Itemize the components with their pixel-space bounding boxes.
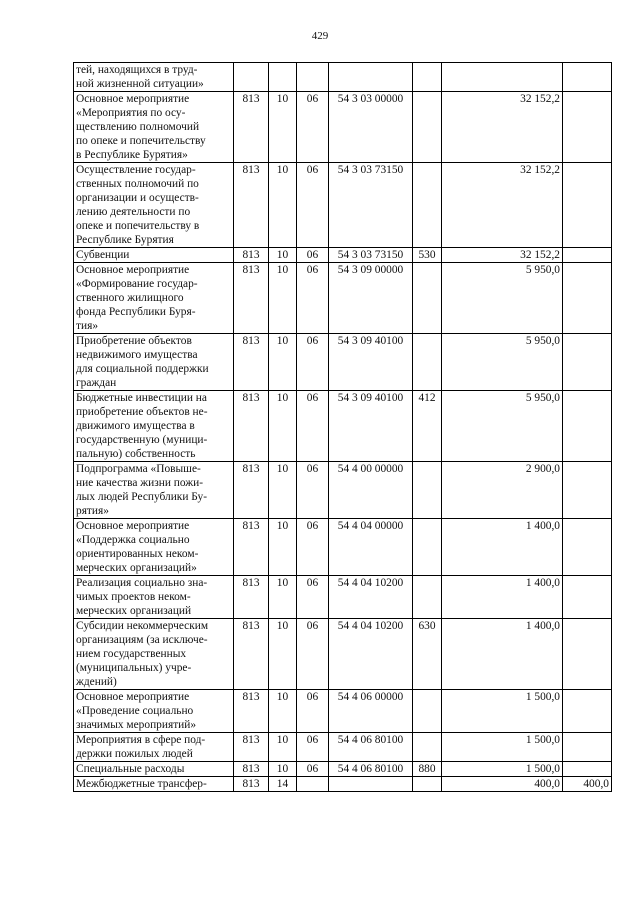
subsection-code: 06 <box>297 733 329 762</box>
expense-type-code <box>413 733 442 762</box>
table-row <box>74 733 612 762</box>
section-code: 10 <box>269 92 297 163</box>
amount: 5 950,0 <box>442 263 563 334</box>
subsection-code <box>297 777 329 792</box>
target-article-code: 54 4 06 80100 <box>329 733 413 762</box>
expense-type-code <box>413 263 442 334</box>
row-name: Субсидии некоммерческим организациям (за исключе- нием государственных (муниципальных) учре- ждений) <box>74 619 234 690</box>
subsection-code: 06 <box>297 576 329 619</box>
expense-type-code <box>413 462 442 519</box>
amount-extra: 400,0 <box>563 777 612 792</box>
section-code: 10 <box>269 334 297 391</box>
amount-extra <box>563 733 612 762</box>
ministry-code: 813 <box>234 391 269 462</box>
expense-type-code <box>413 576 442 619</box>
table-row <box>74 619 612 690</box>
amount: 32 152,2 <box>442 163 563 248</box>
expense-type-code <box>413 92 442 163</box>
expense-type-code <box>413 334 442 391</box>
row-name: Осуществление государ- ственных полномочий по организации и осуществ- лению деятельности по опеке и попечительству в Республике Бурятия <box>74 163 234 248</box>
amount-extra <box>563 263 612 334</box>
table-row <box>74 462 612 519</box>
table-body <box>74 63 612 792</box>
target-article-code: 54 3 03 00000 <box>329 92 413 163</box>
expense-type-code <box>413 777 442 792</box>
amount: 1 500,0 <box>442 762 563 777</box>
section-code: 10 <box>269 391 297 462</box>
amount-extra <box>563 619 612 690</box>
amount: 1 500,0 <box>442 733 563 762</box>
table-row <box>74 762 612 777</box>
target-article-code: 54 4 04 10200 <box>329 576 413 619</box>
amount: 400,0 <box>442 777 563 792</box>
section-code: 10 <box>269 762 297 777</box>
row-name: Мероприятия в сфере под- держки пожилых людей <box>74 733 234 762</box>
ministry-code <box>234 63 269 92</box>
target-article-code: 54 4 06 80100 <box>329 762 413 777</box>
amount: 1 400,0 <box>442 576 563 619</box>
ministry-code: 813 <box>234 248 269 263</box>
section-code: 10 <box>269 462 297 519</box>
subsection-code: 06 <box>297 519 329 576</box>
row-name: Межбюджетные трансфер- <box>74 777 234 792</box>
amount: 32 152,2 <box>442 248 563 263</box>
ministry-code: 813 <box>234 576 269 619</box>
ministry-code: 813 <box>234 163 269 248</box>
ministry-code: 813 <box>234 263 269 334</box>
amount-extra <box>563 519 612 576</box>
table-row <box>74 576 612 619</box>
amount-extra <box>563 576 612 619</box>
subsection-code: 06 <box>297 762 329 777</box>
row-name: Приобретение объектов недвижимого имущества для социальной поддержки граждан <box>74 334 234 391</box>
target-article-code: 54 3 09 40100 <box>329 334 413 391</box>
row-name: Основное мероприятие «Формирование государ- ственного жилищного фонда Республики Буря- тия» <box>74 263 234 334</box>
amount <box>442 63 563 92</box>
amount: 2 900,0 <box>442 462 563 519</box>
table-row <box>74 92 612 163</box>
subsection-code: 06 <box>297 619 329 690</box>
row-name: Специальные расходы <box>74 762 234 777</box>
target-article-code: 54 4 00 00000 <box>329 462 413 519</box>
page-number: 429 <box>311 30 329 42</box>
expense-type-code <box>413 63 442 92</box>
subsection-code: 06 <box>297 92 329 163</box>
amount-extra <box>563 391 612 462</box>
table-row <box>74 334 612 391</box>
amount-extra <box>563 163 612 248</box>
ministry-code: 813 <box>234 619 269 690</box>
ministry-code: 813 <box>234 334 269 391</box>
row-name: тей, находящихся в труд- ной жизненной ситуации» <box>74 63 234 92</box>
section-code: 10 <box>269 248 297 263</box>
target-article-code: 54 3 09 40100 <box>329 391 413 462</box>
target-article-code: 54 3 03 73150 <box>329 248 413 263</box>
section-code: 10 <box>269 733 297 762</box>
amount: 1 400,0 <box>442 619 563 690</box>
subsection-code: 06 <box>297 690 329 733</box>
target-article-code: 54 4 06 00000 <box>329 690 413 733</box>
target-article-code: 54 4 04 10200 <box>329 619 413 690</box>
row-name: Основное мероприятие «Поддержка социально ориентированных неком- мерческих организаций» <box>74 519 234 576</box>
amount: 1 500,0 <box>442 690 563 733</box>
table-row <box>74 63 612 92</box>
amount-extra <box>563 92 612 163</box>
section-code: 10 <box>269 163 297 248</box>
amount-extra <box>563 248 612 263</box>
ministry-code: 813 <box>234 762 269 777</box>
target-article-code: 54 4 04 00000 <box>329 519 413 576</box>
table-row <box>74 690 612 733</box>
subsection-code: 06 <box>297 334 329 391</box>
row-name: Основное мероприятие «Проведение социально значимых мероприятий» <box>74 690 234 733</box>
amount: 32 152,2 <box>442 92 563 163</box>
table-row <box>74 391 612 462</box>
expense-type-code: 630 <box>413 619 442 690</box>
amount: 1 400,0 <box>442 519 563 576</box>
table-row <box>74 248 612 263</box>
subsection-code: 06 <box>297 163 329 248</box>
ministry-code: 813 <box>234 519 269 576</box>
section-code: 10 <box>269 263 297 334</box>
table-row <box>74 163 612 248</box>
ministry-code: 813 <box>234 92 269 163</box>
subsection-code: 06 <box>297 263 329 334</box>
table-row <box>74 777 612 792</box>
expense-type-code: 412 <box>413 391 442 462</box>
amount-extra <box>563 334 612 391</box>
subsection-code: 06 <box>297 462 329 519</box>
budget-table <box>73 62 612 792</box>
section-code: 10 <box>269 576 297 619</box>
section-code: 10 <box>269 619 297 690</box>
ministry-code: 813 <box>234 462 269 519</box>
expense-type-code <box>413 519 442 576</box>
target-article-code: 54 3 09 00000 <box>329 263 413 334</box>
amount-extra <box>563 690 612 733</box>
target-article-code: 54 3 03 73150 <box>329 163 413 248</box>
table-row <box>74 263 612 334</box>
amount: 5 950,0 <box>442 334 563 391</box>
amount-extra <box>563 762 612 777</box>
section-code: 10 <box>269 690 297 733</box>
table-row <box>74 519 612 576</box>
subsection-code <box>297 63 329 92</box>
row-name: Бюджетные инвестиции на приобретение объектов не- движимого имущества в государственную (муници- пальную) собственность <box>74 391 234 462</box>
subsection-code: 06 <box>297 391 329 462</box>
amount: 5 950,0 <box>442 391 563 462</box>
row-name: Субвенции <box>74 248 234 263</box>
row-name: Основное мероприятие «Мероприятия по осу- ществлению полномочий по опеке и попечительству в Республике Бурятия» <box>74 92 234 163</box>
expense-type-code: 880 <box>413 762 442 777</box>
expense-type-code: 530 <box>413 248 442 263</box>
section-code: 10 <box>269 519 297 576</box>
section-code: 14 <box>269 777 297 792</box>
row-name: Реализация социально зна- чимых проектов неком- мерческих организаций <box>74 576 234 619</box>
subsection-code: 06 <box>297 248 329 263</box>
amount-extra <box>563 462 612 519</box>
target-article-code <box>329 777 413 792</box>
expense-type-code <box>413 690 442 733</box>
target-article-code <box>329 63 413 92</box>
section-code <box>269 63 297 92</box>
ministry-code: 813 <box>234 690 269 733</box>
ministry-code: 813 <box>234 777 269 792</box>
ministry-code: 813 <box>234 733 269 762</box>
row-name: Подпрограмма «Повыше- ние качества жизни пожи- лых людей Республики Бу- рятия» <box>74 462 234 519</box>
expense-type-code <box>413 163 442 248</box>
amount-extra <box>563 63 612 92</box>
